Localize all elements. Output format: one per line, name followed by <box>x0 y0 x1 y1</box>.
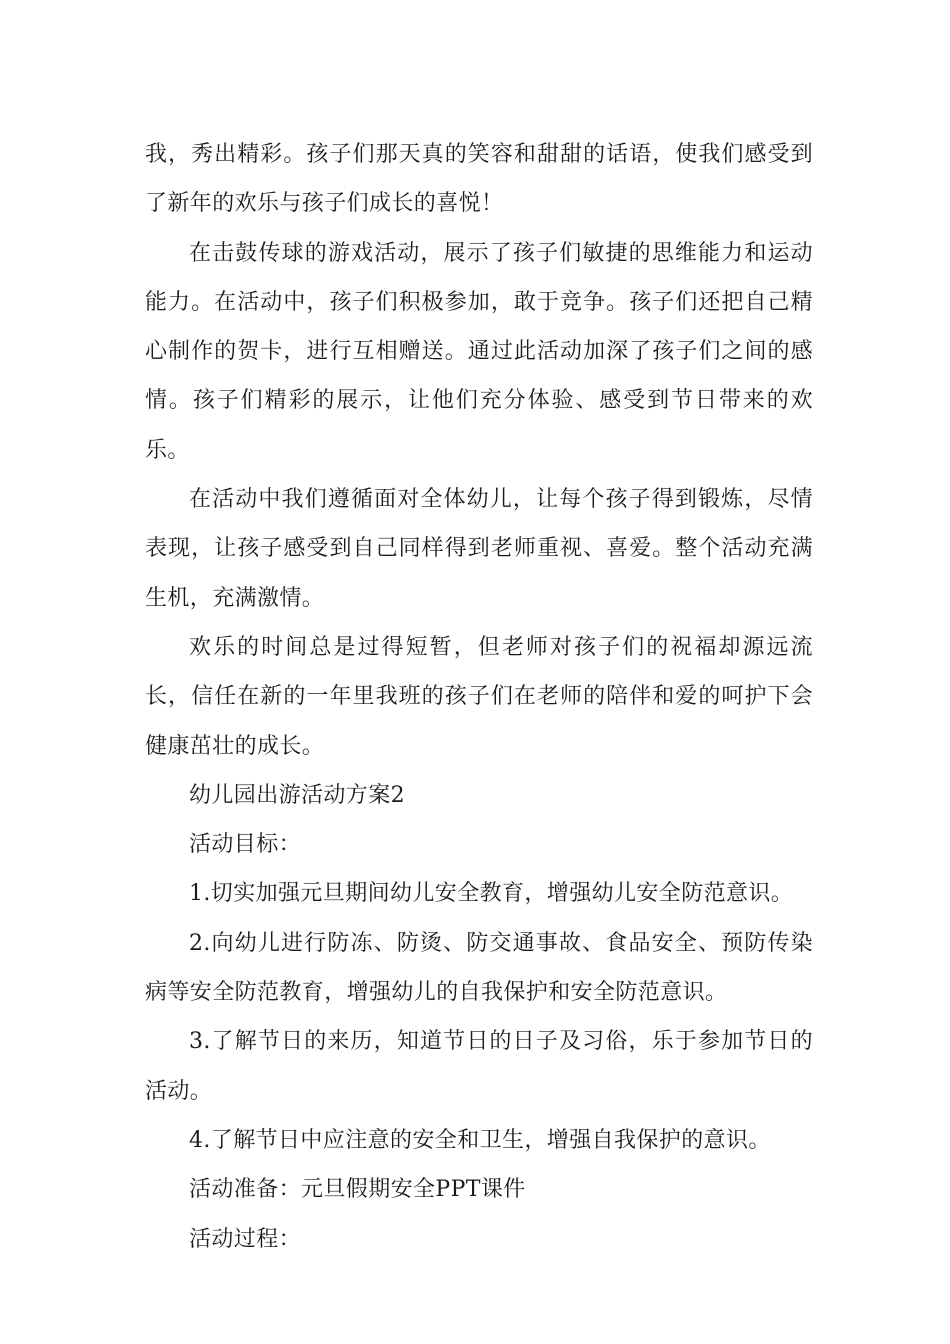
paragraph-closing: 欢乐的时间总是过得短暂，但老师对孩子们的祝福却源远流长，信任在新的一年里我班的孩子们在老师的陪伴和爱的呵护下会健康茁壮的成长。 <box>145 634 813 759</box>
document-body <box>145 130 813 1264</box>
objective-item-2: 2.向幼儿进行防冻、防烫、防交通事故、食品安全、预防传染病等安全防范教育，增强幼儿的自我保护和安全防范意识。 <box>145 930 813 1006</box>
section-heading: 幼儿园出游活动方案2 <box>189 782 405 808</box>
preparation-line: 活动准备：元旦假期安全PPT课件 <box>189 1177 526 1203</box>
objective-item-3: 3.了解节日的来历，知道节日的日子及习俗，乐于参加节日的活动。 <box>145 1029 813 1104</box>
objectives-label: 活动目标： <box>189 832 302 858</box>
process-label: 活动过程： <box>189 1226 302 1252</box>
paragraph-intro-continuation: 我，秀出精彩。孩子们那天真的笑容和甜甜的话语，使我们感受到了新年的欢乐与孩子们成长的喜悦！ <box>145 142 813 217</box>
objective-item-1: 1.切实加强元旦期间幼儿安全教育，增强幼儿安全防范意识。 <box>189 881 794 907</box>
paragraph-all-children: 在活动中我们遵循面对全体幼儿，让每个孩子得到锻炼，尽情表现，让孩子感受到自己同样得到老师重视、喜爱。整个活动充满生机，充满激情。 <box>145 487 813 611</box>
paragraph-drum-game: 在击鼓传球的游戏活动，展示了孩子们敏捷的思维能力和运动能力。在活动中，孩子们积极参加，敢于竞争。孩子们还把自己精心制作的贺卡，进行互相赠送。通过此活动加深了孩子们之间的感情。孩子们精彩的展示，让他们充分体验、感受到节日带来的欢乐。 <box>145 240 813 463</box>
objective-item-4: 4.了解节日中应注意的安全和卫生，增强自我保护的意识。 <box>189 1127 771 1153</box>
